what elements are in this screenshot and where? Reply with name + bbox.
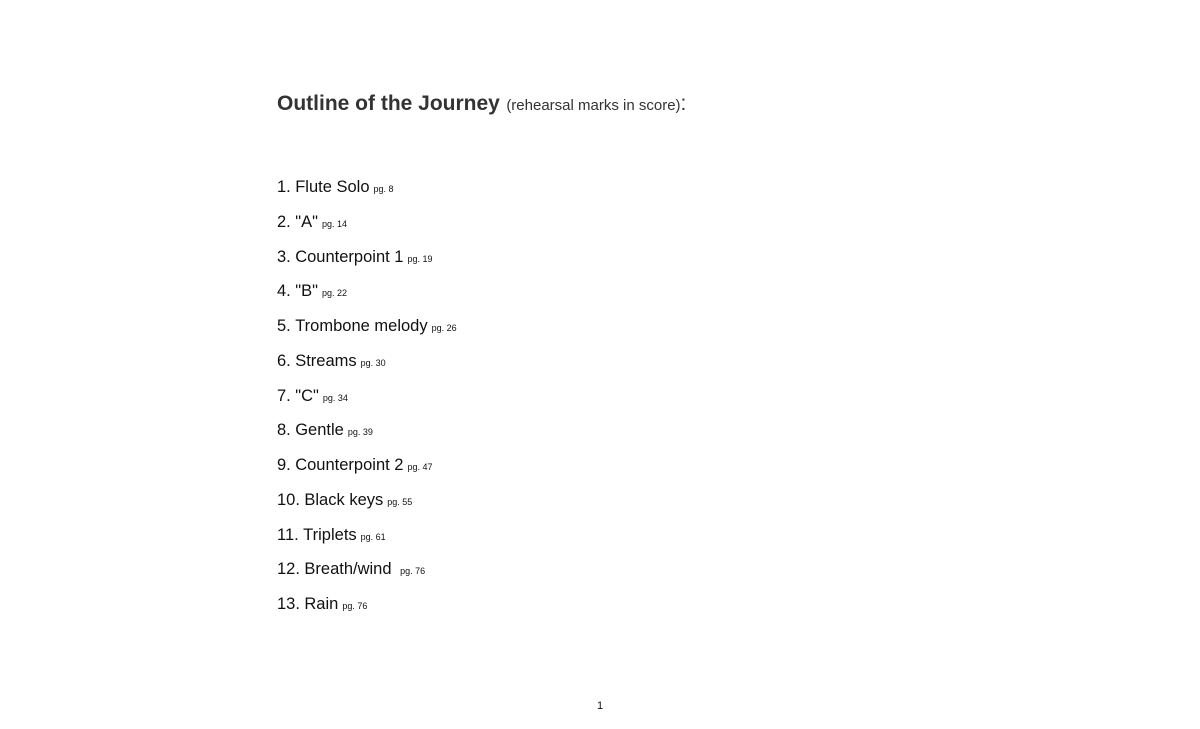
- outline-item-label: "B": [295, 282, 318, 301]
- outline-item-page-ref: pg. 34: [322, 392, 348, 403]
- outline-item-label: Counterpoint 2: [295, 456, 404, 474]
- outline-item-page-ref: pg. 47: [407, 462, 433, 472]
- outline-item: [277, 489, 457, 524]
- outline-item-number: 4.: [277, 282, 291, 301]
- outline-list: [277, 176, 457, 628]
- outline-item: [277, 315, 457, 350]
- outline-item-page-ref: pg. 8: [373, 184, 394, 194]
- outline-item-page-ref: pg. 39: [347, 427, 373, 438]
- outline-item: [277, 419, 457, 454]
- outline-item-number: 2.: [277, 212, 291, 231]
- outline-item: [277, 280, 457, 315]
- outline-item-label: "C": [295, 386, 319, 405]
- outline-item-number: 6.: [277, 351, 291, 370]
- outline-item-number: 1.: [277, 178, 291, 196]
- outline-item-page-ref: pg. 61: [360, 531, 386, 542]
- page-title: Outline of the Journey: [277, 92, 500, 115]
- outline-item-page-ref: pg. 55: [387, 496, 413, 507]
- outline-item-label: Triplets: [303, 525, 357, 544]
- outline-item-label: Counterpoint 1: [295, 247, 404, 266]
- outline-item-page-ref: pg. 76: [400, 566, 426, 577]
- outline-item-number: 12.: [277, 560, 300, 579]
- outline-item: [277, 454, 457, 489]
- outline-heading: [277, 92, 686, 116]
- outline-item: [277, 176, 457, 211]
- page-subtitle: (rehearsal marks in score): [506, 97, 681, 114]
- outline-item-page-ref: pg. 76: [342, 601, 368, 611]
- outline-item-number: 5.: [277, 317, 291, 335]
- outline-item-label: Flute Solo: [295, 178, 370, 196]
- outline-item-page-ref: pg. 19: [407, 253, 433, 264]
- outline-item-number: 11.: [277, 525, 299, 544]
- outline-item: [277, 211, 457, 246]
- outline-item: [277, 593, 457, 628]
- outline-item-number: 3.: [277, 247, 291, 266]
- outline-item-label: Black keys: [304, 490, 384, 509]
- title-colon: :: [680, 92, 687, 115]
- outline-item-label: "A": [295, 212, 318, 231]
- outline-item-label: Rain: [304, 595, 339, 613]
- outline-item-number: 7.: [277, 386, 291, 405]
- outline-item-number: 8.: [277, 421, 291, 440]
- outline-item-label: Breath/wind: [304, 560, 397, 579]
- outline-item-number: 13.: [277, 595, 300, 613]
- outline-item: [277, 385, 457, 420]
- outline-item-label: Trombone melody: [295, 317, 428, 335]
- outline-item-label: Gentle: [295, 421, 344, 440]
- outline-item-number: 9.: [277, 456, 291, 474]
- outline-item: [277, 558, 457, 593]
- outline-item-number: 10.: [277, 490, 300, 509]
- outline-item-page-ref: pg. 26: [431, 323, 457, 333]
- outline-item-page-ref: pg. 14: [321, 218, 347, 229]
- outline-item: [277, 524, 457, 559]
- outline-item-label: Streams: [295, 351, 357, 370]
- outline-item-page-ref: pg. 30: [360, 357, 386, 368]
- page-number: 1: [596, 700, 604, 712]
- outline-item: [277, 350, 457, 385]
- outline-item-page-ref: pg. 22: [321, 288, 347, 299]
- outline-item: [277, 246, 457, 281]
